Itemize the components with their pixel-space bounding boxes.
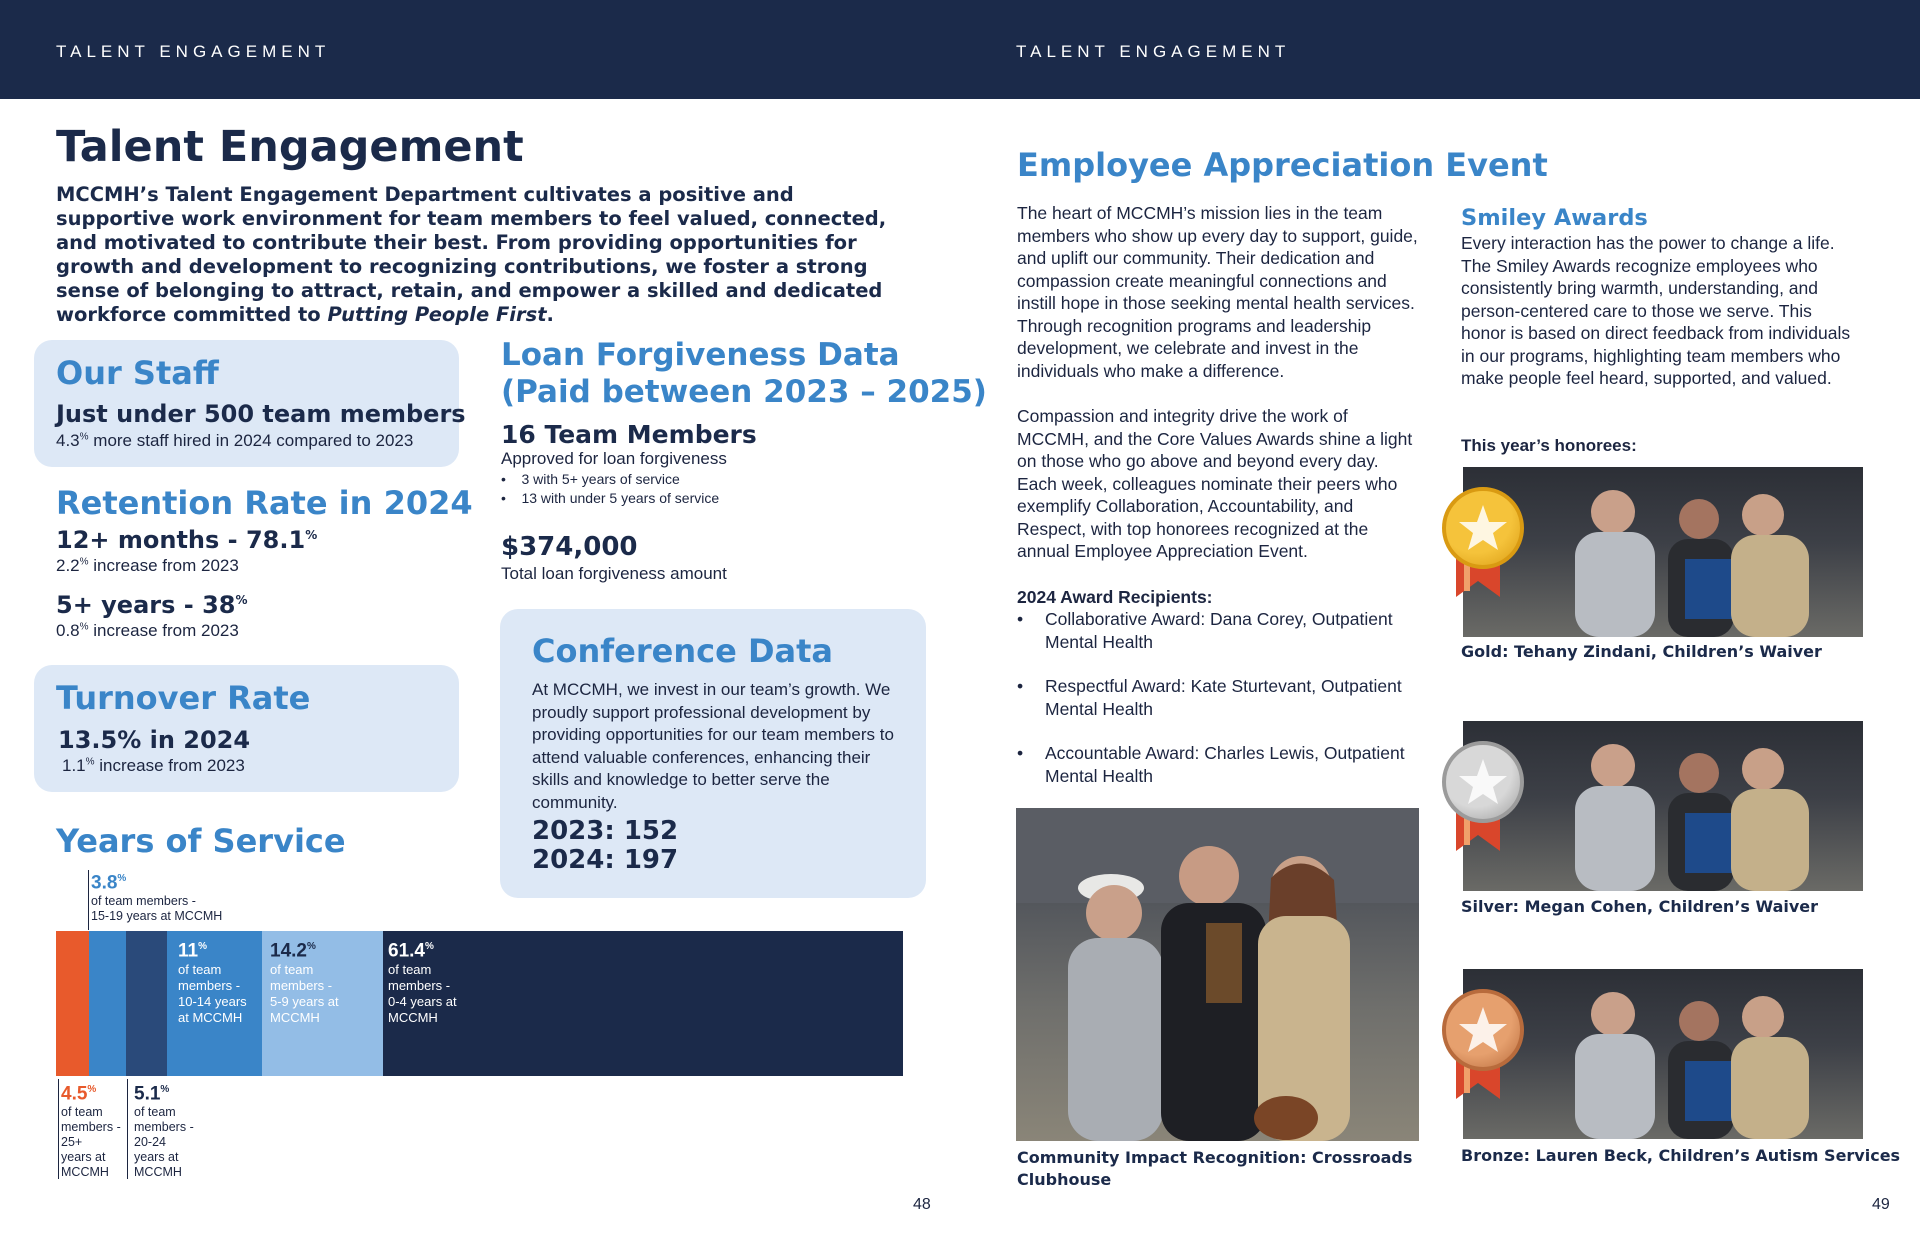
segment-label-line: at MCCMH <box>178 1010 243 1026</box>
photo-sweatshirt <box>1575 786 1655 891</box>
silver-medal-icon <box>1442 741 1524 823</box>
pct-sign: % <box>87 1084 97 1095</box>
loan-approved: Approved for loan forgiveness <box>501 449 727 468</box>
photo-face <box>1679 753 1719 793</box>
appreciation-para-2: Compassion and integrity drive the work of MCCMH, and the Core Values Awards shine a light on those who go above and beyond every day. Each week, colleagues nominate their peers who exemplify Collaboration, Accountability, and Respect, with top honorees recognized at the annual Employee Appreciation Event. <box>1017 406 1413 561</box>
segment-label-line: members - <box>270 978 333 994</box>
list-item-text: Accountable Award: Charles Lewis, Outpatient Mental Health <box>1045 743 1405 786</box>
change-note: increase from 2023 <box>99 756 245 775</box>
segment-label-line: of team <box>388 962 432 978</box>
pct-sign: % <box>117 873 127 884</box>
retention-heading: Retention Rate in 2024 <box>56 484 473 522</box>
bullet: • <box>1017 743 1024 763</box>
list-item-text: 3 with 5+ years of service <box>521 471 680 487</box>
loan-heading-line1: Loan Forgiveness Data <box>501 337 900 373</box>
staff-growth <box>56 431 413 451</box>
smiley-text: Every interaction has the power to change a life. The Smiley Awards recognize employees who consistently bring warmth, understanding, and person-centered care to those we serve. This honor is based on direct feedback from individuals in our programs, highlighting team members who make people feel heard, supported, and valued. <box>1461 233 1851 388</box>
community-photo <box>1016 808 1419 1141</box>
photo-jacket <box>1731 535 1809 637</box>
staff-count: Just under 500 team members <box>56 400 466 428</box>
segment-label-line: members - <box>178 978 241 994</box>
segment-percent: 4.5% <box>61 1083 97 1105</box>
conference-2023: 2023: 152 <box>532 816 679 846</box>
pct-sign: % <box>235 593 248 607</box>
pct-sign: % <box>85 756 95 768</box>
change-note: increase from 2023 <box>93 621 239 640</box>
intro-text: MCCMH’s Talent Engagement Department cultivates a positive and supportive work environment for team members to feel valued, connected, and motivated to contribute their best. From providing opportunities for growth and development to recognizing contributions, we foster a strong sense of belonging to attract, retain, and empower a skilled and dedicated workforce committed to <box>56 183 887 326</box>
years-segment-label <box>61 1079 121 1180</box>
photo-face <box>1742 748 1784 790</box>
list-item <box>1017 608 1427 653</box>
photo-jacket <box>1731 789 1809 891</box>
conference-heading: Conference Data <box>532 632 833 670</box>
photo-sweatshirt <box>1575 1034 1655 1139</box>
appreciation-para-1: The heart of MCCMH’s mission lies in the team members who show up every day to support, guide, and uplift our community. Their dedication and compassion create meaningful connections and instill hope in those seeking mental health services. Through recognition programs and leadership development, we celebrate and invest in the individuals who make a difference. <box>1017 203 1418 381</box>
list-item-text: 13 with under 5 years of service <box>521 490 720 506</box>
honorees-heading: This year’s honorees: <box>1461 436 1637 455</box>
loan-amount: $374,000 <box>501 532 638 562</box>
photo-sweatshirt <box>1068 938 1163 1141</box>
appreciation-title: Employee Appreciation Event <box>1017 146 1548 184</box>
loan-heading-line2: (Paid between 2023 – 2025) <box>501 374 987 410</box>
segment-label-line: members - <box>134 1120 194 1135</box>
photo-certificate <box>1685 559 1737 619</box>
photo-face <box>1179 846 1239 906</box>
conference-2024: 2024: 197 <box>532 845 679 875</box>
star-icon <box>1446 993 1520 1067</box>
honoree-photo <box>1463 721 1863 891</box>
segment-percent: 5.1% <box>134 1083 170 1105</box>
segment-label-line: of team members - <box>91 894 196 909</box>
community-photo-image <box>1016 808 1419 1141</box>
pct-sign: % <box>79 556 89 568</box>
years-bar-segment <box>126 931 167 1076</box>
segment-label-line: 0-4 years at <box>388 994 457 1010</box>
years-segment-label <box>270 936 339 1026</box>
recipients-heading: 2024 Award Recipients: <box>1017 587 1213 607</box>
star-shape <box>1459 759 1507 804</box>
recipients-list <box>1017 608 1427 787</box>
header-label-left: TALENT ENGAGEMENT <box>56 42 331 61</box>
honoree-caption: Silver: Megan Cohen, Children’s Waiver <box>1461 897 1819 916</box>
gold-medal-icon <box>1442 487 1524 569</box>
segment-label-line: 5-9 years at <box>270 994 339 1010</box>
years-segment-label <box>178 936 247 1026</box>
label-connector <box>58 1079 59 1179</box>
loan-bullets <box>501 470 719 508</box>
star-shape <box>1459 505 1507 550</box>
photo-certificate <box>1685 813 1737 873</box>
intro-paragraph <box>56 183 916 327</box>
years-heading: Years of Service <box>56 822 346 860</box>
change-value: 0.8 <box>56 621 80 640</box>
photo-face <box>1742 996 1784 1038</box>
segment-percent: 3.8% <box>91 872 127 894</box>
page-number-left: 48 <box>913 1196 931 1213</box>
photo-face <box>1591 490 1635 534</box>
segment-label-line: MCCMH <box>270 1010 320 1026</box>
pct-sign: % <box>306 941 316 952</box>
page-number-right: 49 <box>1872 1196 1890 1213</box>
loan-heading <box>501 337 987 411</box>
change-value: 2.2 <box>56 556 80 575</box>
conference-text: At MCCMH, we invest in our team’s growth. We proudly support professional development by providing opportunities for our team members to attend valuable conferences, enhancing their skills and knowledge to better serve the community. <box>532 680 894 812</box>
turnover-stat: 13.5% in 2024 <box>58 726 251 754</box>
retention-5-years-change <box>56 621 239 641</box>
segment-label-line: of team <box>178 962 222 978</box>
honoree-photo <box>1463 467 1863 637</box>
photo-face <box>1591 744 1635 788</box>
years-bar-segment <box>89 931 126 1076</box>
turnover-heading: Turnover Rate <box>56 679 311 717</box>
segment-label-line: 15-19 years at MCCMH <box>91 909 223 924</box>
our-staff-heading: Our Staff <box>56 354 219 392</box>
segment-label-line: of team <box>270 962 314 978</box>
retention-12-months-change <box>56 556 239 576</box>
smiley-heading: Smiley Awards <box>1461 205 1648 231</box>
honoree-photo <box>1463 969 1863 1139</box>
photo-face <box>1679 1001 1719 1041</box>
segment-label-line: of team <box>61 1105 103 1120</box>
photo-face <box>1591 992 1635 1036</box>
photo-plaque <box>1206 923 1242 1003</box>
segment-label-line: MCCMH <box>388 1010 438 1026</box>
star-icon <box>1446 491 1520 565</box>
list-item-text: Respectful Award: Kate Sturtevant, Outpatient Mental Health <box>1045 676 1402 719</box>
segment-percent: 11% <box>178 940 207 962</box>
segment-percent: 61.4% <box>388 940 434 962</box>
segment-label-line: years at <box>134 1150 179 1165</box>
label-connector <box>88 870 89 930</box>
segment-label-line: members - <box>61 1120 121 1135</box>
years-segment-label <box>134 1079 194 1180</box>
years-bar-segment <box>383 931 903 1076</box>
turnover-change <box>62 756 245 776</box>
segment-label-line: 10-14 years <box>178 994 247 1010</box>
bullet: • <box>1017 609 1024 629</box>
page-title: Talent Engagement <box>56 122 524 172</box>
segment-label-line: members - <box>388 978 451 994</box>
segment-label-line: MCCMH <box>61 1165 109 1180</box>
community-caption: Community Impact Recognition: Crossroads Clubhouse <box>1017 1148 1413 1189</box>
segment-percent: 14.2% <box>270 940 316 962</box>
list-item-text: Collaborative Award: Dana Corey, Outpatient Mental Health <box>1045 609 1393 652</box>
honoree-photo-image <box>1463 467 1863 637</box>
list-item: • 3 with 5+ years of service <box>501 471 680 487</box>
list-item: • 13 with under 5 years of service <box>501 490 720 506</box>
star-icon <box>1446 745 1520 819</box>
header-label-right: TALENT ENGAGEMENT <box>1016 42 1291 61</box>
years-bar-segment <box>56 931 89 1076</box>
segment-label-line: 20-24 <box>134 1135 166 1150</box>
photo-face <box>1679 499 1719 539</box>
honoree-photo-image <box>1463 721 1863 891</box>
list-item <box>1017 742 1427 787</box>
pct-sign: % <box>160 1084 170 1095</box>
conference-stats <box>532 817 678 875</box>
retention-5-years-value: 5+ years - 38 <box>56 591 236 619</box>
list-item <box>1017 675 1427 720</box>
change-note: increase from 2023 <box>93 556 239 575</box>
star-shape <box>1459 1007 1507 1052</box>
photo-sweatshirt <box>1575 532 1655 637</box>
segment-label-line: MCCMH <box>134 1165 182 1180</box>
bullet: • <box>1017 676 1024 696</box>
pct-sign: % <box>424 941 434 952</box>
pct-sign: % <box>79 621 89 633</box>
loan-amount-note: Total loan forgiveness amount <box>501 564 727 583</box>
retention-5-years <box>56 591 248 619</box>
segment-label-line: years at <box>61 1150 106 1165</box>
pct-sign: % <box>305 528 318 542</box>
photo-face <box>1086 885 1142 941</box>
honoree-caption: Bronze: Lauren Beck, Children’s Autism Services <box>1461 1146 1901 1165</box>
photo-face <box>1742 494 1784 536</box>
pct-sign: % <box>198 941 207 952</box>
honoree-caption: Gold: Tehany Zindani, Children’s Waiver <box>1461 642 1822 661</box>
segment-label-line: of team <box>134 1105 176 1120</box>
retention-12-months <box>56 526 317 554</box>
years-segment-label <box>388 936 457 1026</box>
change-value: 1.1 <box>62 756 86 775</box>
staff-growth-value: 4.3 <box>56 431 80 450</box>
intro-emphasis: Putting People First <box>327 303 547 326</box>
bronze-medal-icon <box>1442 989 1524 1071</box>
retention-12-months-value: 12+ months - 78.1 <box>56 526 306 554</box>
loan-members: 16 Team Members <box>501 420 757 449</box>
segment-label-line: 25+ <box>61 1135 83 1150</box>
label-connector <box>127 1079 128 1179</box>
photo-certificate <box>1685 1061 1737 1121</box>
photo-dog <box>1254 1096 1318 1140</box>
photo-jacket <box>1731 1037 1809 1139</box>
years-segment-label <box>91 868 222 924</box>
honoree-photo-image <box>1463 969 1863 1139</box>
staff-growth-note: more staff hired in 2024 compared to 2023 <box>93 431 414 450</box>
intro-end: . <box>546 303 554 326</box>
pct-sign: % <box>79 431 89 443</box>
